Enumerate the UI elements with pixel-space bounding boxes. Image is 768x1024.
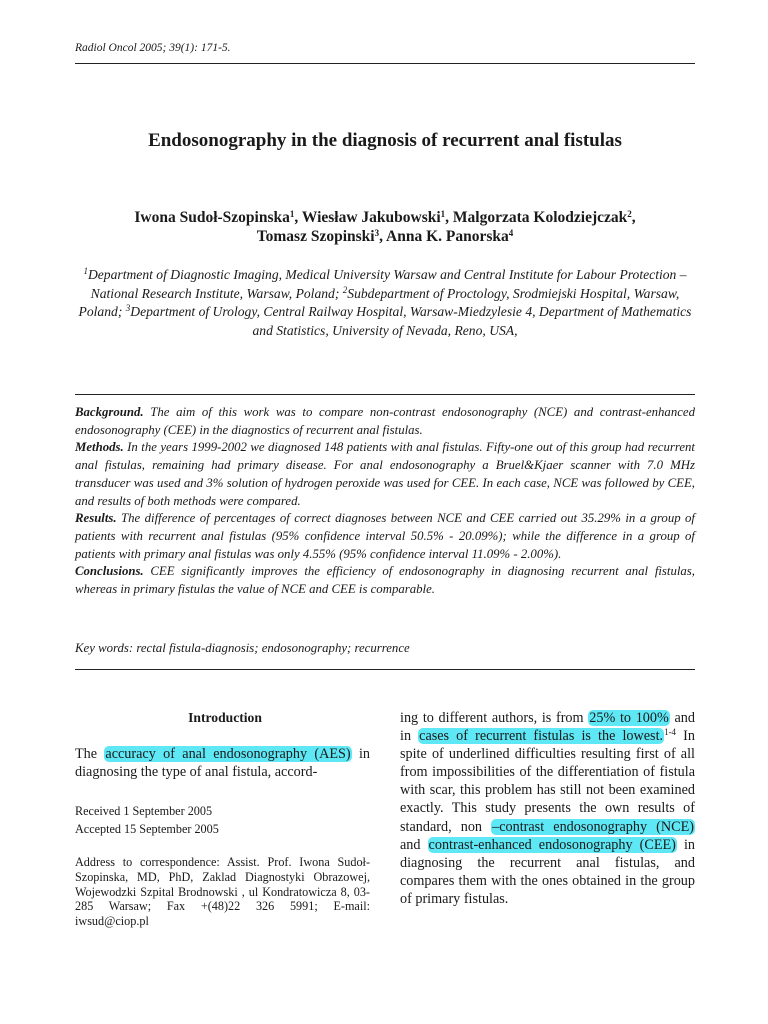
section-text: The difference of percentages of correct diagnoses between NCE and CEE carried out 35.29% in a group of patients with recurrent anal fistulas (95% confidence interval 50.5% - 20.09%); while the difference in a group of patients with primary anal fistulas was only 4.55% (95% confidence interval 11.09% - 2.00%). <box>75 511 695 561</box>
body-text-segment: in diagnosing the type of anal fistula, accord- <box>75 746 370 781</box>
affiliation-mark: 2 <box>342 284 348 295</box>
accepted-date: Accepted 15 September 2005 <box>75 822 219 836</box>
affiliation-mark: 3 <box>125 303 131 313</box>
journal-citation: Radiol Oncol 2005; 39(1): 171-5. <box>75 42 231 54</box>
abstract <box>75 404 695 599</box>
highlighted-text: cases of recurrent fistulas is the lowest. <box>419 728 664 745</box>
body-text-segment: The <box>75 746 105 762</box>
abstract-bottom-rule <box>75 669 695 670</box>
highlighted-text: –contrast endosonography (NCE) <box>492 818 694 835</box>
article-dates <box>75 802 219 838</box>
body-text-segment: and in <box>400 710 695 745</box>
abstract-background <box>75 404 695 439</box>
abstract-methods <box>75 439 695 510</box>
highlighted-text: contrast-enhanced endosonography (CEE) <box>428 836 676 853</box>
keywords: Key words: rectal fistula-diagnosis; endosonography; recurrence <box>75 641 410 655</box>
affiliation-text: Subdepartment of Proctology, Srodmiejski Hospital, Warsaw, Poland; <box>78 285 680 319</box>
highlighted-text: 25% to 100% <box>589 710 669 726</box>
citation-reference: 1-4 <box>664 727 677 738</box>
author-affiliation-mark: 3 <box>374 228 380 238</box>
section-text: The aim of this work was to compare non-contrast endosonography (NCE) and contrast-enhanced endosonography (CEE) in the diagnostics of recurrent anal fistulas. <box>75 405 695 437</box>
author-affiliation-mark: 4 <box>508 228 514 238</box>
abstract-conclusions <box>75 563 695 598</box>
author-name: Tomasz Szopinski <box>256 228 375 245</box>
body-text-right <box>400 709 695 908</box>
received-date: Received 1 September 2005 <box>75 804 213 818</box>
abstract-results <box>75 510 695 563</box>
affiliation-text: Department of Diagnostic Imaging, Medical University Warsaw and Central Institute for Labour Protection – National Research Institute, Warsaw, Poland; <box>87 267 687 301</box>
section-label: Background. <box>75 405 144 419</box>
section-text: CEE significantly improves the efficiency of endosonography in diagnosing recurrent anal fistulas, whereas in primary fistulas the value of NCE and CEE is comparable. <box>75 564 695 597</box>
section-heading-introduction: Introduction <box>188 710 262 725</box>
author-list <box>60 208 710 246</box>
paper-title: Endosonography in the diagnosis of recurrent anal fistulas <box>148 130 622 151</box>
author-name: Iwona Sudoł-Szopinska <box>134 209 290 226</box>
body-text-segment: in diagnosing the recurrent anal fistulas, and compares them with the ones obtained in the group of primary fistulas. <box>400 836 695 907</box>
section-label: Results. <box>75 511 117 526</box>
author-affiliation-mark: 2 <box>627 209 632 219</box>
header-rule <box>75 63 695 64</box>
affiliations <box>70 266 700 340</box>
author-affiliation-mark: 1 <box>440 209 446 219</box>
section-label: Methods. <box>75 440 124 455</box>
body-text-segment: and <box>400 836 428 853</box>
author-name: , Wiesław Jakubowski <box>294 209 441 226</box>
section-text: In the years 1999-2002 we diagnosed 148 patients with anal fistulas. Fifty-one out of this group had recurrent anal fistulas, remaining had primary disease. For anal endosonography a Bruel&Kjaer scanner with 7.0 MHz transducer was used and 3% solution of hydrogen peroxide was used for CEE. In each case, NCE was followed by CEE, and results of both methods were compared. <box>75 440 695 508</box>
author-name: , Anna K. Panorska <box>379 228 509 245</box>
affiliation-mark: 1 <box>83 266 88 276</box>
body-text-segment: ing to different authors, is from <box>400 710 589 726</box>
abstract-top-rule <box>75 394 695 395</box>
correspondence-address: Address to correspondence: Assist. Prof. Iwona Sudoł-Szopinska, MD, PhD, Zaklad Diagnostyki Obrazowej, Wojewodzki Szpital Brodnowski , ul Kondratowicza 8, 03-285 Warsaw; Fax +(48)22 326 5991; E-mail: iwsud@ciop.pl <box>75 855 370 929</box>
affiliation-text: Department of Urology, Central Railway Hospital, Warsaw-Miedzylesie 4, Department of Mathematics and Statistics, University of Nevada, Reno, USA, <box>130 304 692 338</box>
section-label: Conclusions. <box>75 564 144 579</box>
body-text-left <box>75 745 370 781</box>
author-affiliation-mark: 1 <box>289 209 295 219</box>
author-separator: , <box>631 209 636 226</box>
author-name: , Malgorzata Kolodziejczak <box>445 209 628 226</box>
highlighted-text: accuracy of anal endosonography (AES) <box>105 746 351 762</box>
body-text-segment: In spite of underlined difficulties resulting first of all from impossibilities of the differentiation of fistula with scar, this problem has still not been examined exactly. This study presents the own results of standard, non <box>400 728 695 835</box>
